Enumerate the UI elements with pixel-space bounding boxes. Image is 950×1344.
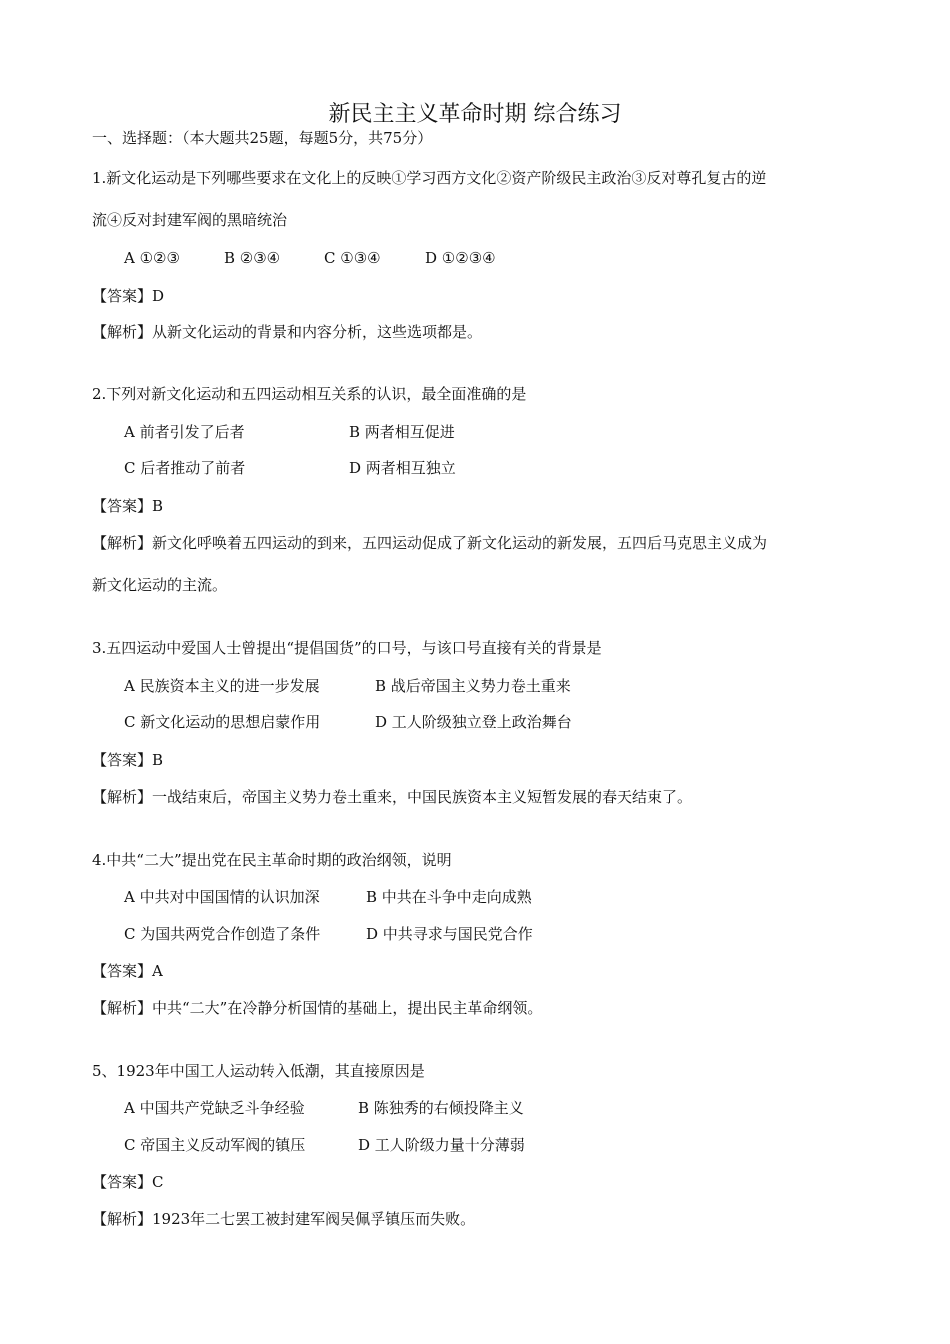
question-2-stem: 2.下列对新文化运动和五四运动相互关系的认识，最全面准确的是 bbox=[92, 385, 527, 403]
question-1-option-d: D ①②③④ bbox=[425, 249, 496, 267]
section-header: 一、选择题：（本大题共25题，每题5分，共75分） bbox=[92, 129, 433, 147]
question-2-option-b: B 两者相互促进 bbox=[349, 423, 455, 441]
question-4-analysis: 【解析】中共“二大”在冷静分析国情的基础上，提出民主革命纲领。 bbox=[92, 999, 543, 1017]
question-3-answer: 【答案】B bbox=[92, 751, 164, 769]
question-1-answer: 【答案】D bbox=[92, 287, 165, 305]
question-5-option-b: B 陈独秀的右倾投降主义 bbox=[358, 1099, 524, 1117]
question-4-option-c: C 为国共两党合作创造了条件 bbox=[124, 925, 321, 943]
question-3-option-d: D 工人阶级独立登上政治舞台 bbox=[375, 713, 572, 731]
question-2-option-a: A 前者引发了后者 bbox=[124, 423, 245, 441]
question-5-analysis: 【解析】1923年二七罢工被封建军阀吴佩孚镇压而失败。 bbox=[92, 1210, 476, 1228]
question-5-option-d: D 工人阶级力量十分薄弱 bbox=[358, 1136, 525, 1154]
question-3-stem: 3.五四运动中爱国人士曾提出“提倡国货”的口号，与该口号直接有关的背景是 bbox=[92, 639, 602, 657]
question-2-analysis-line2: 新文化运动的主流。 bbox=[92, 576, 228, 594]
question-1-analysis: 【解析】从新文化运动的背景和内容分析，这些选项都是。 bbox=[92, 323, 483, 341]
question-5-option-c: C 帝国主义反动军阀的镇压 bbox=[124, 1136, 306, 1154]
question-4-option-a: A 中共对中国国情的认识加深 bbox=[124, 888, 320, 906]
question-3-option-b: B 战后帝国主义势力卷土重来 bbox=[375, 677, 571, 695]
question-3-option-c: C 新文化运动的思想启蒙作用 bbox=[124, 713, 321, 731]
question-1-stem-line2: 流④反对封建军阀的黑暗统治 bbox=[92, 211, 288, 229]
question-4-stem: 4.中共“二大”提出党在民主革命时期的政治纲领，说明 bbox=[92, 851, 452, 869]
question-1-stem-line1: 1.新文化运动是下列哪些要求在文化上的反映①学习西方文化②资产阶级民主政治③反对尊孔复古的逆 bbox=[92, 169, 767, 187]
question-5-stem: 5、1923年中国工人运动转入低潮，其直接原因是 bbox=[92, 1062, 425, 1080]
question-4-answer: 【答案】A bbox=[92, 962, 163, 980]
question-3-option-a: A 民族资本主义的进一步发展 bbox=[124, 677, 320, 695]
question-1-option-a: A ①②③ bbox=[124, 249, 180, 267]
question-4-option-d: D 中共寻求与国民党合作 bbox=[366, 925, 533, 943]
page-title: 新民主主义革命时期 综合练习 bbox=[328, 102, 622, 127]
question-2-option-c: C 后者推动了前者 bbox=[124, 459, 246, 477]
question-5-answer: 【答案】C bbox=[92, 1173, 164, 1191]
question-2-answer: 【答案】B bbox=[92, 497, 164, 515]
question-5-option-a: A 中国共产党缺乏斗争经验 bbox=[124, 1099, 305, 1117]
question-3-analysis: 【解析】一战结束后，帝国主义势力卷土重来，中国民族资本主义短暂发展的春天结束了。 bbox=[92, 788, 693, 806]
question-1-option-c: C ①③④ bbox=[324, 249, 381, 267]
question-2-option-d: D 两者相互独立 bbox=[349, 459, 456, 477]
question-2-analysis-line1: 【解析】新文化呼唤着五四运动的到来，五四运动促成了新文化运动的新发展，五四后马克思主义成为 bbox=[92, 534, 768, 552]
question-4-option-b: B 中共在斗争中走向成熟 bbox=[366, 888, 532, 906]
question-1-option-b: B ②③④ bbox=[224, 249, 281, 267]
